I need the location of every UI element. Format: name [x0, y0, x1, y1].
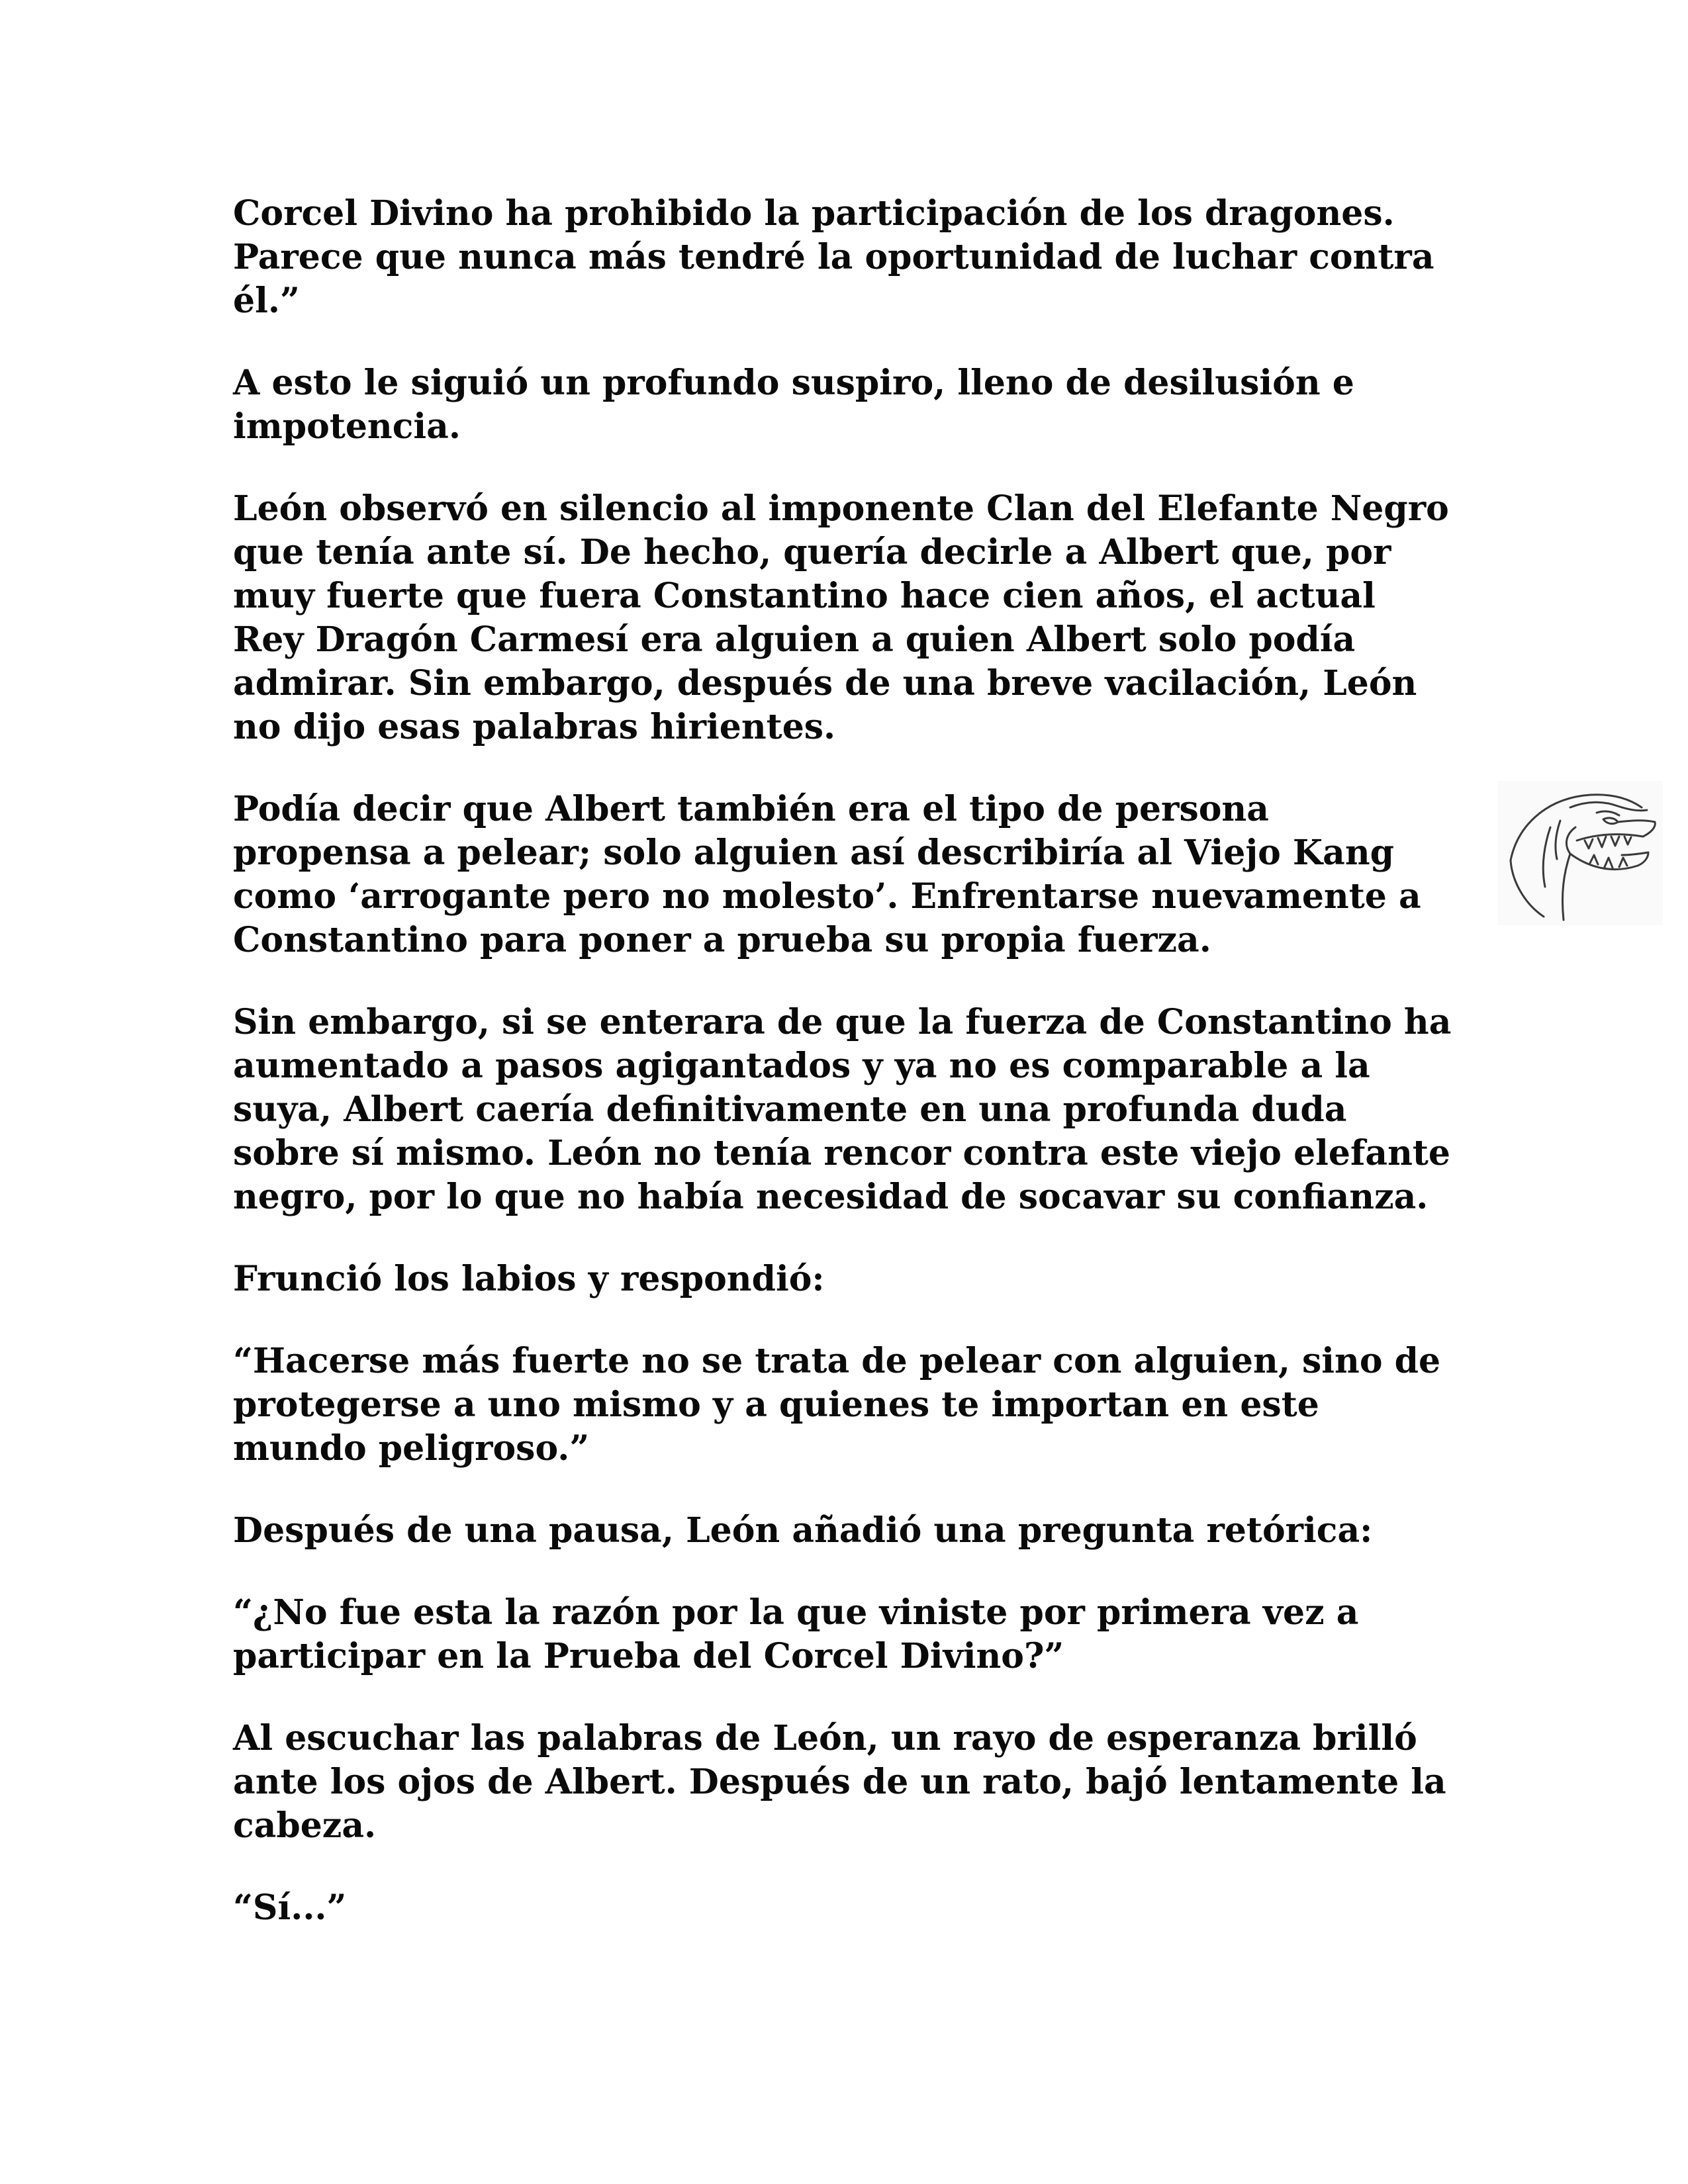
paragraph: Sin embargo, si se enterara de que la fuerza de Constantino ha aumentado a pasos agigantados y ya no es comparable a la suya, Albert caería definitivamente en una profunda duda sobre sí mismo. León no tenía rencor contra este viejo elefante negro, por lo que no había necesidad de socavar su confianza.	[233, 1002, 1452, 1217]
paragraph: “Hacerse más fuerte no se trata de pelear con alguien, sino de protegerse a uno mismo y a quienes te importan en este mundo peligroso.”	[233, 1341, 1441, 1469]
dinosaur-head-icon	[1497, 781, 1663, 925]
paragraph: León observó en silencio al imponente Clan del Elefante Negro que tenía ante sí. De hecho, quería decirle a Albert que, por muy fuerte que fuera Constantino hace cien años, el actual Rey Dragón Carmesí era alguien a quien Albert solo podía admirar. Sin embargo, después de una breve vacilación, León no dijo esas palabras hirientes.	[233, 488, 1449, 747]
paragraph: Corcel Divino ha prohibido la participación de los dragones. Parece que nunca más tendré la oportunidad de luchar contra él.”	[233, 193, 1434, 321]
paragraph: “Sí...”	[233, 1888, 347, 1928]
paragraph: Frunció los labios y respondió:	[233, 1259, 825, 1299]
paragraph: A esto le siguió un profundo suspiro, lleno de desilusión e impotencia.	[233, 363, 1354, 447]
page-body	[233, 192, 1464, 1968]
paragraph: Al escuchar las palabras de León, un rayo de esperanza brilló ante los ojos de Albert. Después de un rato, bajó lentamente la cabeza.	[233, 1718, 1446, 1846]
paragraph: Podía decir que Albert también era el tipo de persona propensa a pelear; solo alguien así describiría al Viejo Kang como ‘arrogante pero no molesto’. Enfrentarse nuevamente a Constantino para poner a prueba su propia fuerza.	[233, 789, 1421, 960]
paragraph: “¿No fue esta la razón por la que viniste por primera vez a participar en la Prueba del Corcel Divino?”	[233, 1592, 1359, 1676]
paragraph: Después de una pausa, León añadió una pregunta retórica:	[233, 1510, 1373, 1551]
